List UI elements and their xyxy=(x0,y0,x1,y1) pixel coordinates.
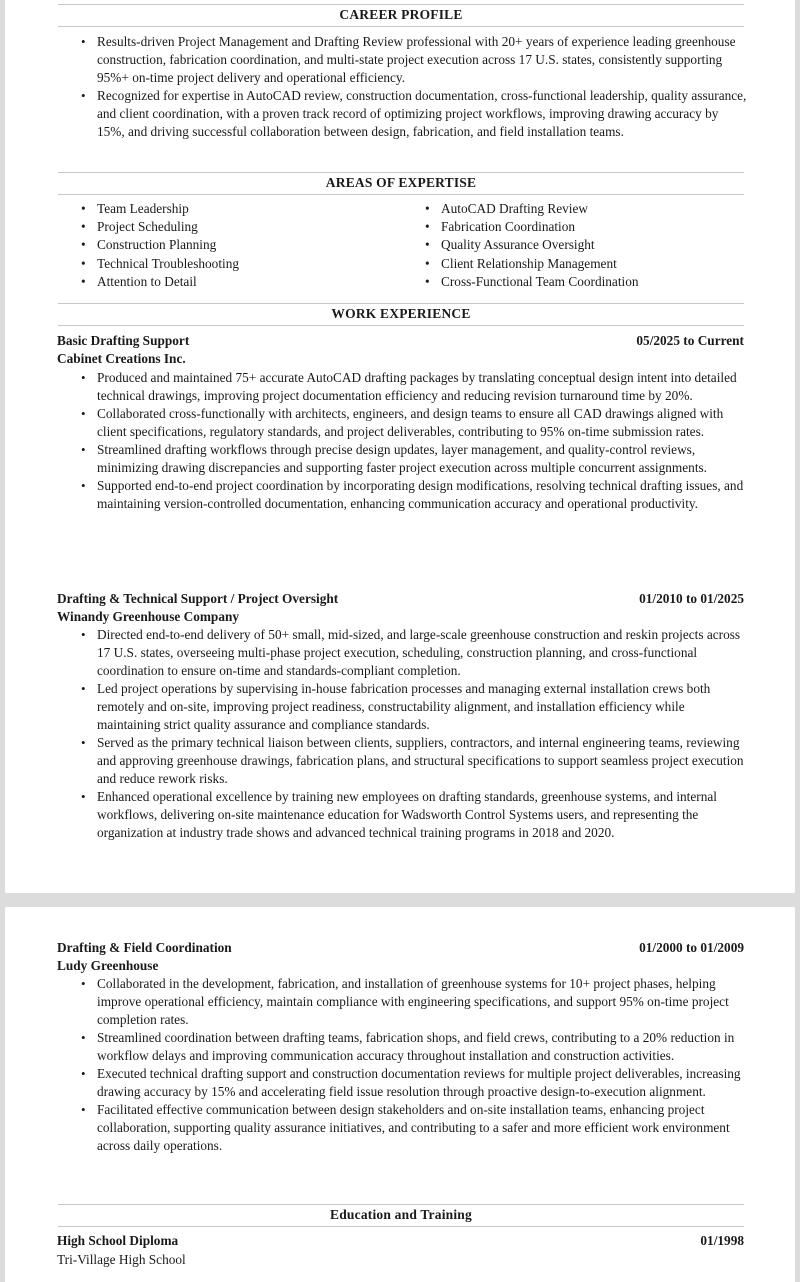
list-item: • Recognized for expertise in AutoCAD review, construction documentation, cross-functional leadership, quality assurance, and client coordination, with a proven track record of optimizing project workflows, improving drawing accuracy by 15%, and driving successful collaboration between design, fabrication, and field installation teams. xyxy=(97,87,749,141)
job-bullets xyxy=(97,626,749,842)
list-item: • Collaborated in the development, fabrication, and installation of greenhouse systems for 10+ project phases, helping improve operational efficiency, maintain compliance with engineering specifications, and support 95% on-time project completion rates. xyxy=(97,975,749,1029)
job-title: Drafting & Technical Support / Project Oversight xyxy=(57,591,339,606)
expertise-grid xyxy=(97,200,757,291)
list-item: • Client Relationship Management xyxy=(441,255,639,273)
list-item: • Streamlined drafting workflows through precise design updates, layer management, and quality-control reviews, minimizing drawing discrepancies and supporting faster project execution across multiple concurrent assignments. xyxy=(97,441,749,477)
company-name: Cabinet Creations Inc. xyxy=(57,351,186,366)
job-bullets xyxy=(97,369,749,513)
list-item: • Technical Troubleshooting xyxy=(97,255,441,273)
list-item: • Construction Planning xyxy=(97,236,441,254)
list-item: • Led project operations by supervising in-house fabrication processes and managing external installation crews both remotely and on-site, improving project readiness, constructability alignment, and installation efficiency while maintaining strict quality assurance and compliance standards. xyxy=(97,680,749,734)
list-item: • Quality Assurance Oversight xyxy=(441,236,639,254)
list-item: • Produced and maintained 75+ accurate AutoCAD drafting packages by translating conceptual design intent into detailed technical drawings, improving project documentation efficiency and reducing revision turnaround time by 20%. xyxy=(97,369,749,405)
list-item: • Attention to Detail xyxy=(97,273,441,291)
list-item: • Team Leadership xyxy=(97,200,441,218)
company-name: Winandy Greenhouse Company xyxy=(57,609,240,624)
list-item: • Streamlined coordination between drafting teams, fabrication shops, and field crews, contributing to a 20% reduction in workflow delays and improving communication accuracy throughout installation and construction activities. xyxy=(97,1029,749,1065)
school-name: Tri-Village High School xyxy=(57,1252,186,1267)
work-experience-heading: WORK EXPERIENCE xyxy=(58,303,744,326)
education-heading: Education and Training xyxy=(58,1204,744,1227)
resume-page-2 xyxy=(5,907,795,1282)
career-profile-list xyxy=(97,33,749,141)
expertise-heading: AREAS OF EXPERTISE xyxy=(58,172,744,195)
job-title: Basic Drafting Support xyxy=(57,333,190,348)
list-item: • Directed end-to-end delivery of 50+ small, mid-sized, and large-scale greenhouse construction and reskin projects across 17 U.S. states, overseeing multi-phase project execution, scheduling, construction planning, and cross-functional coordination to ensure on-time and standards-compliant completion. xyxy=(97,626,749,680)
list-item: • AutoCAD Drafting Review xyxy=(441,200,639,218)
job-bullets xyxy=(97,975,749,1155)
degree-name: High School Diploma xyxy=(57,1233,179,1248)
list-item: • Executed technical drafting support and construction documentation reviews for multiple project deliverables, increasing drawing accuracy by 15% and accelerating field issue resolution through proactive design-to-execution alignment. xyxy=(97,1065,749,1101)
list-item: • Results-driven Project Management and Drafting Review professional with 20+ years of experience leading greenhouse construction, fabrication coordination, and multi-state project execution across 17 U.S. states, consistently supporting 95%+ on-time project delivery and operational efficiency. xyxy=(97,33,749,87)
company-name: Ludy Greenhouse xyxy=(57,958,159,973)
list-item: • Project Scheduling xyxy=(97,218,441,236)
list-item: • Collaborated cross-functionally with architects, engineers, and design teams to ensure all CAD drawings aligned with client specifications, regulatory standards, and project deliverables, contributing to 95% on-time submission rates. xyxy=(97,405,749,441)
job-dates: 05/2025 to Current xyxy=(636,333,744,348)
degree-date: 01/1998 xyxy=(700,1233,744,1248)
list-item: • Fabrication Coordination xyxy=(441,218,639,236)
list-item: • Cross-Functional Team Coordination xyxy=(441,273,639,291)
job-dates: 01/2010 to 01/2025 xyxy=(639,591,744,606)
career-profile-heading: CAREER PROFILE xyxy=(58,4,744,27)
list-item: • Enhanced operational excellence by training new employees on drafting standards, greenhouse systems, and internal workflows, delivering on-site maintenance education for Wadsworth Control Systems users, and representing the organization at industry trade shows and advanced technical training programs in 2018 and 2020. xyxy=(97,788,749,842)
resume-page-1 xyxy=(5,0,795,893)
list-item: • Supported end-to-end project coordination by incorporating design modifications, resolving technical drafting issues, and maintaining version-controlled documentation, enhancing communication accuracy and operational productivity. xyxy=(97,477,749,513)
job-title: Drafting & Field Coordination xyxy=(57,940,232,955)
expertise-left-column xyxy=(97,200,441,291)
job-dates: 01/2000 to 01/2009 xyxy=(639,940,744,955)
list-item: • Facilitated effective communication between design stakeholders and on-site installation teams, enhancing project collaboration, supporting quality assurance initiatives, and contributing to a safer and more efficient work environment across daily operations. xyxy=(97,1101,749,1155)
list-item: • Served as the primary technical liaison between clients, suppliers, contractors, and internal engineering teams, reviewing and approving greenhouse drawings, fabrication plans, and structural specifications to support seamless project execution and reduce rework risks. xyxy=(97,734,749,788)
expertise-right-column xyxy=(441,200,639,291)
